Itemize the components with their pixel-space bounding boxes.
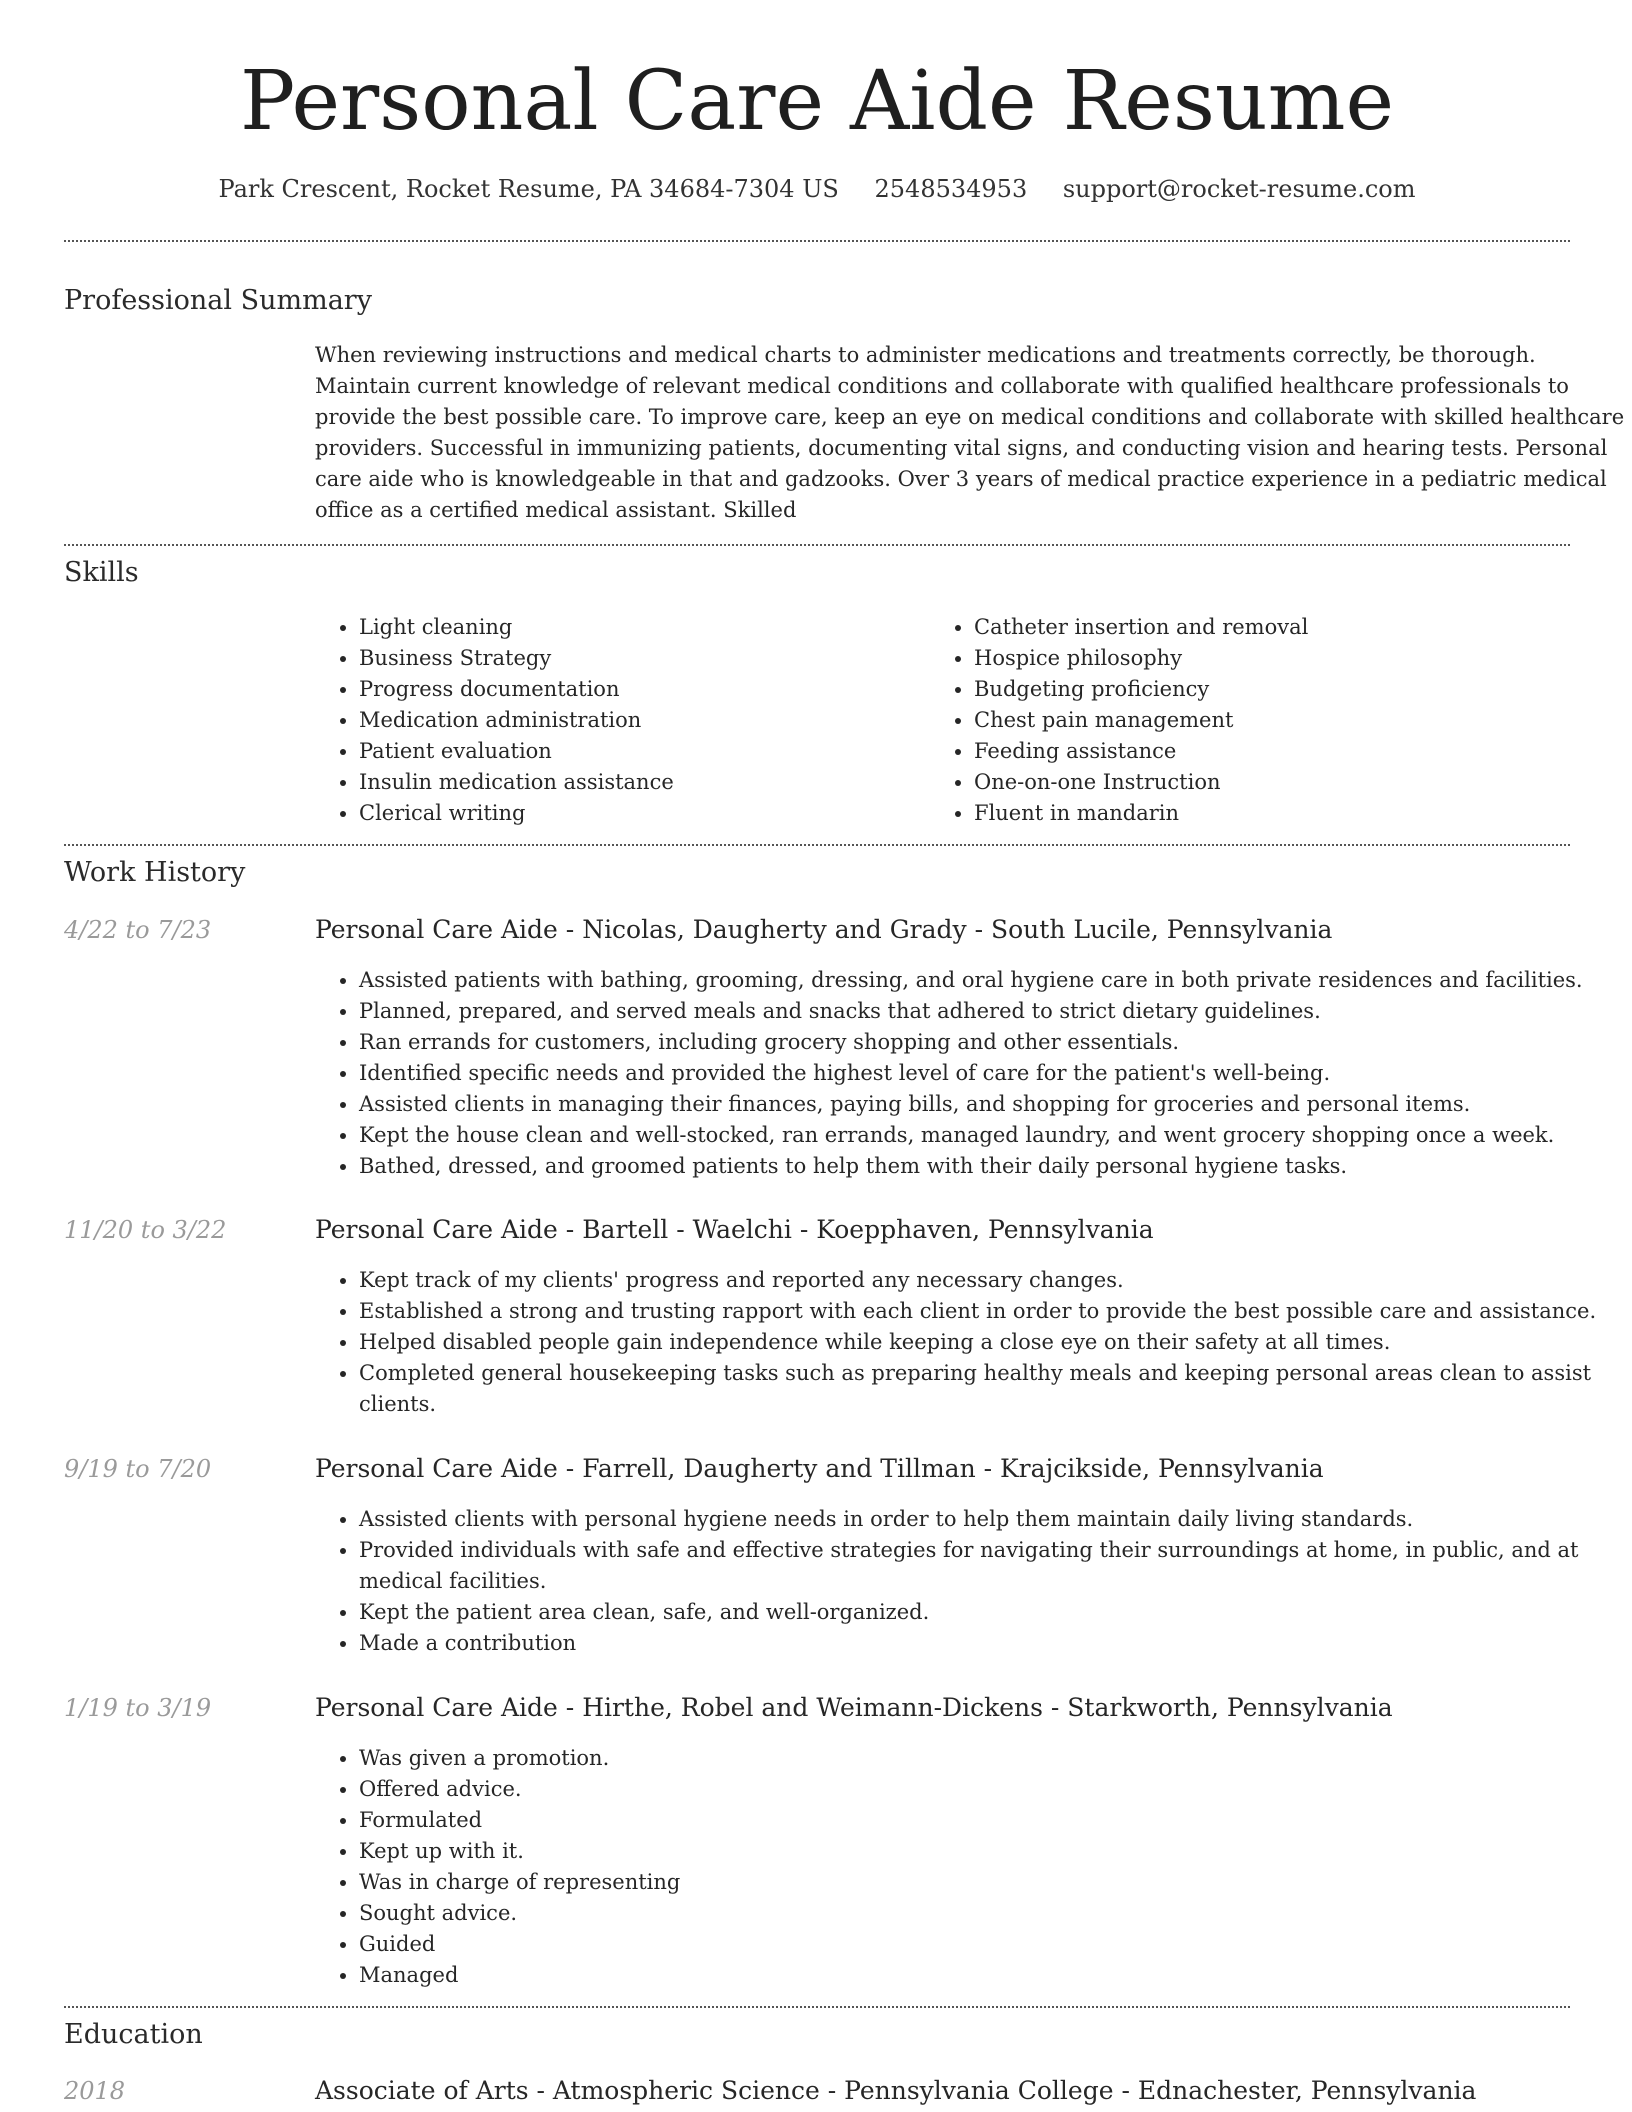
job-title: Personal Care Aide - Bartell - Waelchi - Koepphaven, Pennsylvania	[315, 1215, 1154, 1244]
skill-item: • Medication administration	[359, 705, 674, 736]
skill-item: • Fluent in mandarin	[974, 798, 1308, 829]
skill-item: • Light cleaning	[359, 612, 674, 643]
job-bullet: • Managed	[359, 1960, 1629, 1991]
skill-item: • Feeding assistance	[974, 736, 1308, 767]
job-bullet: • Assisted clients in managing their finances, paying bills, and shopping for groceries and personal items.	[359, 1089, 1629, 1120]
resume-title: Personal Care Aide Resume	[239, 54, 1395, 149]
job-bullet: • Planned, prepared, and served meals and snacks that adhered to strict dietary guidelines.	[359, 996, 1629, 1027]
section-title-summary: Professional Summary	[64, 285, 372, 316]
job-dates: 11/20 to 3/22	[64, 1216, 227, 1244]
job-title: Personal Care Aide - Nicolas, Daugherty and Grady - South Lucile, Pennsylvania	[315, 915, 1333, 944]
education-year: 2018	[64, 2077, 126, 2105]
section-title-skills: Skills	[64, 557, 139, 588]
skill-item: • Insulin medication assistance	[359, 767, 674, 798]
job-bullet: • Established a strong and trusting rapport with each client in order to provide the best possible care and assistance.	[359, 1296, 1629, 1327]
skill-item: • Progress documentation	[359, 674, 674, 705]
summary-divider	[64, 544, 1570, 546]
education-title: Associate of Arts - Atmospheric Science - Pennsylvania College - Ednachester, Pennsylvania	[315, 2076, 1477, 2105]
job-bullets	[315, 1504, 1629, 1659]
job-title: Personal Care Aide - Hirthe, Robel and Weimann-Dickens - Starkworth, Pennsylvania	[315, 1693, 1393, 1722]
job-bullet: • Helped disabled people gain independence while keeping a close eye on their safety at all times.	[359, 1327, 1629, 1358]
job-title: Personal Care Aide - Farrell, Daugherty and Tillman - Krajcikside, Pennsylvania	[315, 1454, 1324, 1483]
skill-item: • Chest pain management	[974, 705, 1308, 736]
job-bullets	[315, 1743, 1629, 1991]
skill-item: • Clerical writing	[359, 798, 674, 829]
job-bullet: • Sought advice.	[359, 1898, 1629, 1929]
job-bullet: • Was given a promotion.	[359, 1743, 1629, 1774]
job-bullet: • Provided individuals with safe and effective strategies for navigating their surroundings at home, in public, and at medical facilities.	[359, 1535, 1629, 1597]
job-bullet: • Kept track of my clients' progress and reported any necessary changes.	[359, 1265, 1629, 1296]
skill-item: • Hospice philosophy	[974, 643, 1308, 674]
contact-phone: 2548534953	[874, 175, 1028, 203]
job-bullet: • Assisted patients with bathing, grooming, dressing, and oral hygiene care in both private residences and facilities.	[359, 965, 1629, 996]
job-bullet: • Bathed, dressed, and groomed patients to help them with their daily personal hygiene tasks.	[359, 1151, 1629, 1182]
job-bullets	[315, 965, 1629, 1182]
job-bullet: • Identified specific needs and provided the highest level of care for the patient's well-being.	[359, 1058, 1629, 1089]
section-title-education: Education	[64, 2019, 203, 2050]
resume-page	[64, 0, 1625, 2112]
job-bullet: • Guided	[359, 1929, 1629, 1960]
skill-item: • Patient evaluation	[359, 736, 674, 767]
job-bullet: • Completed general housekeeping tasks such as preparing healthy meals and keeping personal areas clean to assist clients.	[359, 1358, 1629, 1420]
job-bullet: • Kept the patient area clean, safe, and well-organized.	[359, 1597, 1629, 1628]
contact-line	[64, 170, 1570, 208]
skill-item: • Catheter insertion and removal	[974, 612, 1308, 643]
skills-list-right	[930, 612, 1308, 829]
contact-email: support@rocket-resume.com	[1062, 175, 1416, 203]
skill-item: • Business Strategy	[359, 643, 674, 674]
summary-text: When reviewing instructions and medical charts to administer medications and treatments correctly, be thorough. Maintain current knowledge of relevant medical conditions and collaborate with qualified healthcare professionals to provide the best possible care. To improve care, keep an eye on medical conditions and collaborate with skilled healthcare providers. Successful in immunizing patients, documenting vital signs, and conducting vision and hearing tests. Personal care aide who is knowledgeable in that and gadzooks. Over 3 years of medical practice experience in a pediatric medical office as a certified medical assistant. Skilled	[315, 343, 1625, 522]
job-bullet: • Ran errands for customers, including grocery shopping and other essentials.	[359, 1027, 1629, 1058]
job-bullet: • Kept up with it.	[359, 1836, 1629, 1867]
header-divider	[64, 240, 1570, 242]
contact-address: Park Crescent, Rocket Resume, PA 34684-7304 US	[218, 175, 839, 203]
skill-item: • One-on-one Instruction	[974, 767, 1308, 798]
job-dates: 1/19 to 3/19	[64, 1694, 212, 1722]
job-bullet: • Offered advice.	[359, 1774, 1629, 1805]
skills-list-left	[315, 612, 674, 829]
work-divider	[64, 2006, 1570, 2008]
skills-divider	[64, 844, 1570, 846]
job-dates: 9/19 to 7/20	[64, 1455, 212, 1483]
section-title-work: Work History	[64, 857, 246, 888]
skill-item: • Budgeting proficiency	[974, 674, 1308, 705]
job-bullet: • Was in charge of representing	[359, 1867, 1629, 1898]
job-bullets	[315, 1265, 1629, 1420]
job-bullet: • Formulated	[359, 1805, 1629, 1836]
job-dates: 4/22 to 7/23	[64, 916, 212, 944]
job-bullet: • Kept the house clean and well-stocked, ran errands, managed laundry, and went grocery shopping once a week.	[359, 1120, 1629, 1151]
job-bullet: • Made a contribution	[359, 1628, 1629, 1659]
job-bullet: • Assisted clients with personal hygiene needs in order to help them maintain daily living standards.	[359, 1504, 1629, 1535]
